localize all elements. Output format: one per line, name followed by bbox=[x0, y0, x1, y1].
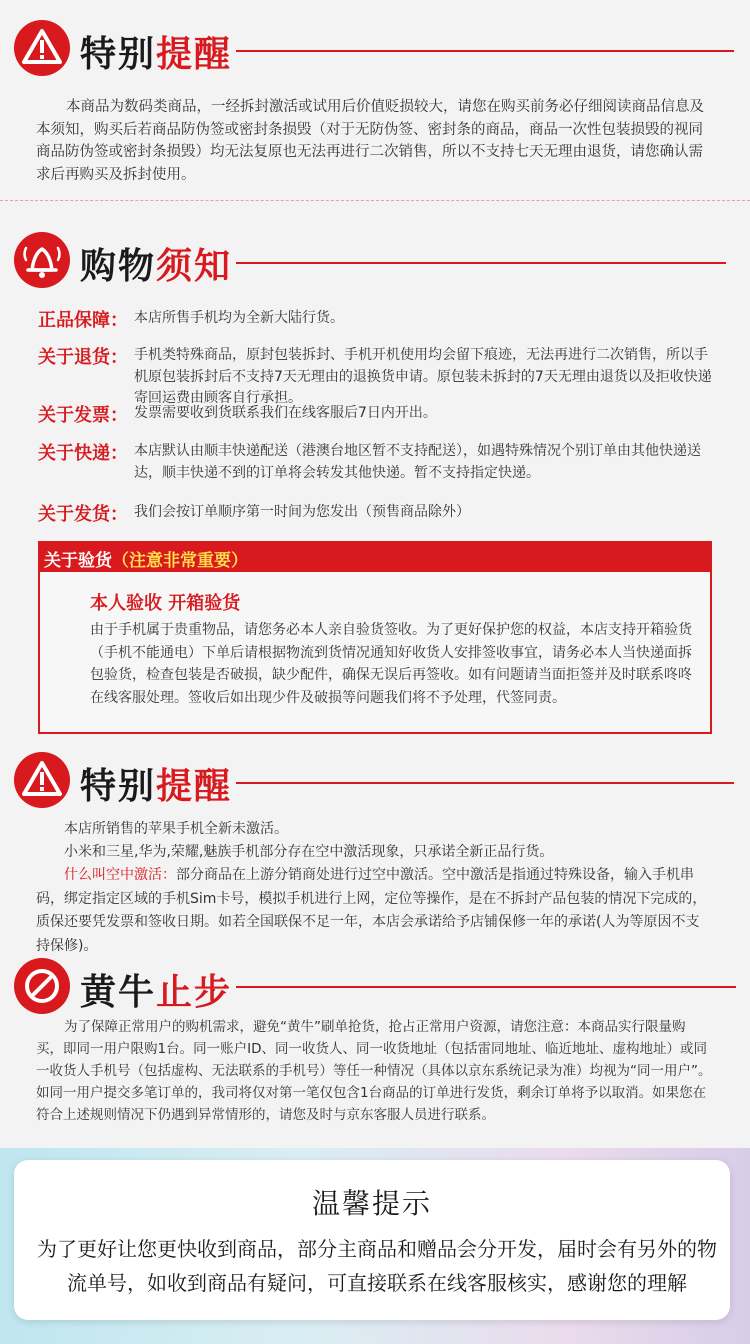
prohibited-icon bbox=[14, 958, 70, 1014]
shopping-notice-title: 购物须知 bbox=[80, 246, 233, 287]
warm-tip-title: 温馨提示 bbox=[311, 1187, 432, 1220]
special-notice-header bbox=[14, 20, 734, 80]
warm-tip-card bbox=[14, 1160, 730, 1320]
notice-label: 关于发货： bbox=[38, 504, 128, 525]
warning-icon bbox=[14, 20, 70, 76]
inspection-text: 由于手机属于贵重物品，请您务必本人亲自验货签收。为了更好保护您的权益，本店支持开箱验货（手机不能通电）下单后请根据物流到货情况通知好收货人安排签收事宜，请务必本人当快递面拆包验货，检查包装是否破损，缺少配件，确保无误后再签收。如有问题请当面拒签并及时联系咚咚在线客服处理。签收后如出现少件及破损等问题我们将不予处理，代签同责。 bbox=[90, 622, 692, 706]
notice-text: 手机类特殊商品，原封包装拆封、手机开机使用均会留下痕迹，无法再进行二次销售，所以手机原包装拆封后不支持7天无理由的退换货申请。原包装未拆封的7天无理由退货以及拒收快递寄回运费由顾客自行承担。 bbox=[134, 347, 712, 406]
notice-text: 发票需要收到货联系我们在线客服后7日内开出。 bbox=[134, 405, 437, 421]
special-notice-text: 本商品为数码类商品，一经拆封激活或试用后价值贬损较大，请您在购买前务必仔细阅读商品信息及本须知，购买后若商品防伪签或密封条损毁（对于无防伪签、密封条的商品，商品一次性包装损毁的视同商品防伪签或密封条损毁）均无法复原也无法再进行二次销售，所以不支持七天无理由退货，请您确认需求后再购买及拆封使用。 bbox=[36, 99, 704, 183]
special-notice-title: 特别提醒 bbox=[80, 766, 233, 807]
notice-text: 本店所售手机均为全新大陆行货。 bbox=[134, 310, 344, 326]
inspection-bar-label: 关于验货（注意非常重要） bbox=[44, 551, 248, 571]
header-divider bbox=[236, 262, 726, 264]
scalper-notice-text: 为了保障正常用户的购机需求，避免“黄牛”刷单抢货，抢占正常用户资源，请您注意：本商品实行限量购买，即同一用户限购1台。同一账户ID、同一收货人、同一收货地址（包括雷同地址、临近地址、虚构地址）或同一收货人手机号（包括虚构、无法联系的手机号）等任一种情况（具体以京东系统记录为准）均视为“同一用户”。如同一用户提交多笔订单的，我司将仅对第一笔仅包含1台商品的订单进行发货，剩余订单将予以取消。如果您在符合上述规则情况下仍遇到异常情形的，请您及时与京东客服人员进行联系。 bbox=[36, 1019, 712, 1123]
inspection-box bbox=[38, 541, 712, 734]
notice-label: 关于退货： bbox=[38, 347, 128, 368]
header-divider bbox=[236, 986, 736, 988]
inspection-bar bbox=[40, 543, 710, 572]
scalper-notice-title: 黄牛止步 bbox=[80, 972, 233, 1013]
section-divider bbox=[0, 200, 750, 201]
scalper-notice-header bbox=[14, 958, 734, 1018]
shopping-notice-header bbox=[14, 232, 734, 292]
air-activation-answer: 部分商品在上游分销商处进行过空中激活。空中激活是指通过特殊设备，输入手机串码，绑定指定区域的手机Sim卡号，模拟手机进行上网，定位等操作，是在不拆封产品包装的情况下完成的，质保还要凭发票和签收日期。如若全国联保不足一年，本店会承诺给予店铺保修一年的承诺(人为等原因不支持保修)。 bbox=[36, 867, 707, 954]
inspection-subtitle: 本人验收 开箱验货 bbox=[90, 593, 241, 614]
bell-icon bbox=[14, 232, 70, 288]
warning-icon bbox=[14, 752, 70, 808]
header-divider bbox=[236, 782, 734, 784]
special-notice-line: 本店所销售的苹果手机全新未激活。 bbox=[64, 821, 288, 837]
notice-label: 正品保障： bbox=[38, 310, 128, 331]
notice-text: 本店默认由顺丰快递配送（港澳台地区暂不支持配送），如遇特殊情况个别订单由其他快递送达，顺丰快递不到的订单将会转发其他快递。暂不支持指定快递。 bbox=[134, 443, 701, 481]
special-notice-title: 特别提醒 bbox=[80, 34, 233, 75]
header-divider bbox=[236, 50, 734, 52]
notice-label: 关于快递： bbox=[38, 443, 128, 464]
warm-tip-text: 为了更好让您更快收到商品，部分主商品和赠品会分开发，届时会有另外的物流单号，如收到商品有疑问，可直接联系在线客服核实，感谢您的理解 bbox=[37, 1237, 717, 1295]
air-activation-text bbox=[36, 864, 712, 958]
special-notice-line: 小米和三星,华为,荣耀,魅族手机部分存在空中激活现象，只承诺全新正品行货。 bbox=[64, 844, 554, 860]
air-activation-question: 什么叫空中激活： bbox=[64, 867, 176, 883]
special-notice-header bbox=[14, 752, 734, 812]
notice-label: 关于发票： bbox=[38, 405, 128, 426]
notice-text: 我们会按订单顺序第一时间为您发出（预售商品除外） bbox=[134, 504, 470, 520]
